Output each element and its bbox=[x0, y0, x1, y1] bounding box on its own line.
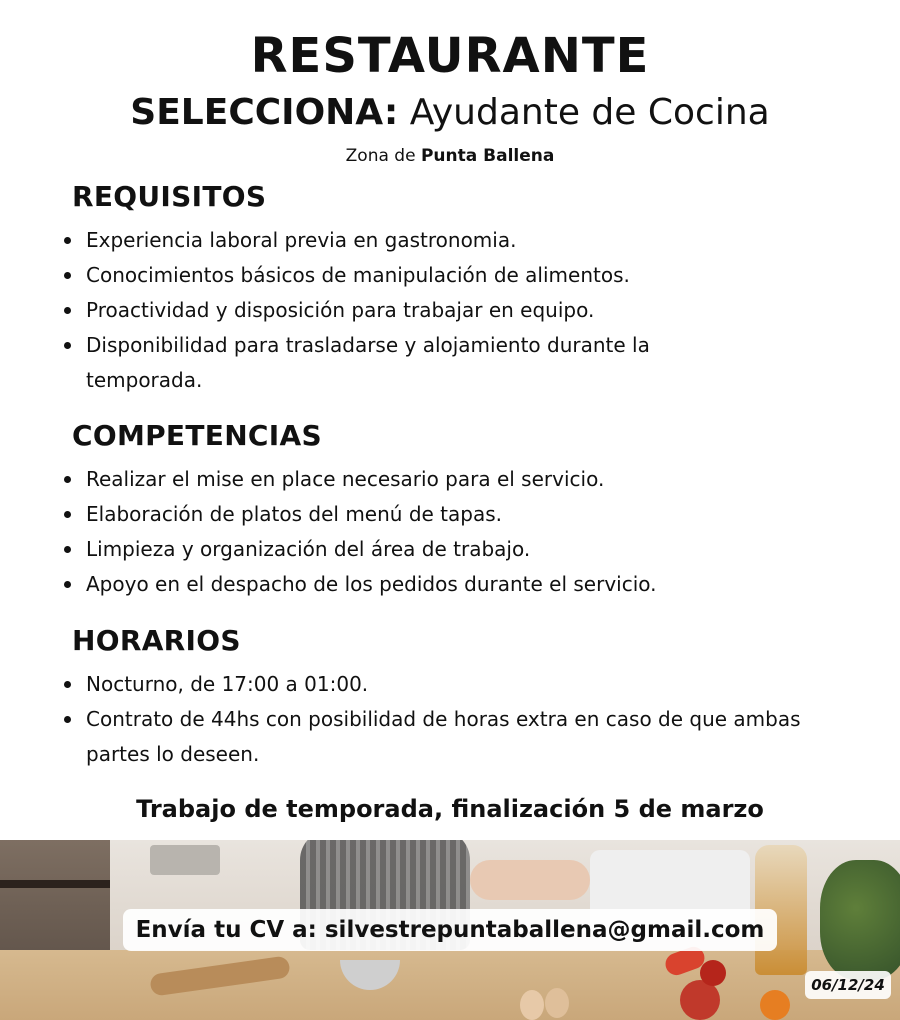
page-title: RESTAURANTE bbox=[250, 28, 650, 84]
season-note: Trabajo de temporada, finalización 5 de marzo bbox=[136, 795, 764, 823]
section-heading: COMPETENCIAS bbox=[72, 419, 322, 452]
list-item: Limpieza y organización del área de trabajo. bbox=[70, 532, 860, 567]
date-badge: 06/12/24 bbox=[805, 971, 891, 999]
section-horarios bbox=[70, 624, 860, 772]
tomato-shape bbox=[700, 960, 726, 986]
zone-name: Punta Ballena bbox=[420, 146, 555, 166]
list-item: Contrato de 44hs con posibilidad de horas extra en caso de que ambas partes lo deseen. bbox=[70, 702, 836, 772]
competencias-list bbox=[70, 462, 860, 602]
job-position: Ayudante de Cocina bbox=[409, 92, 770, 133]
egg-shape bbox=[520, 990, 544, 1020]
pot-shape bbox=[150, 845, 220, 875]
horarios-list bbox=[70, 667, 860, 772]
section-requisitos bbox=[70, 180, 860, 398]
requisitos-list bbox=[70, 223, 860, 398]
list-item: Elaboración de platos del menú de tapas. bbox=[70, 497, 860, 532]
subtitle-label: SELECCIONA: bbox=[130, 92, 399, 133]
cv-contact-box: Envía tu CV a: silvestrepuntaballena@gmail.com bbox=[123, 909, 777, 951]
section-competencias bbox=[70, 419, 860, 602]
list-item: Proactividad y disposición para trabajar en equipo. bbox=[70, 293, 860, 328]
section-heading: HORARIOS bbox=[72, 624, 241, 657]
list-item: Experiencia laboral previa en gastronomia. bbox=[70, 223, 860, 258]
list-item: Disponibilidad para trasladarse y alojamiento durante la temporada. bbox=[70, 328, 766, 398]
zone-line bbox=[0, 146, 900, 166]
list-item: Nocturno, de 17:00 a 01:00. bbox=[70, 667, 860, 702]
list-item: Conocimientos básicos de manipulación de alimentos. bbox=[70, 258, 860, 293]
tomato-shape bbox=[680, 980, 720, 1020]
zone-prefix: Zona de bbox=[345, 146, 416, 166]
job-subtitle bbox=[0, 92, 900, 133]
section-heading: REQUISITOS bbox=[72, 180, 267, 213]
arm-shape bbox=[470, 860, 590, 900]
egg-shape bbox=[545, 988, 569, 1018]
list-item: Apoyo en el despacho de los pedidos durante el servicio. bbox=[70, 567, 860, 602]
tomato-shape bbox=[760, 990, 790, 1020]
greens-shape bbox=[820, 860, 900, 980]
list-item: Realizar el mise en place necesario para el servicio. bbox=[70, 462, 860, 497]
shelf-board-shape bbox=[0, 880, 110, 888]
